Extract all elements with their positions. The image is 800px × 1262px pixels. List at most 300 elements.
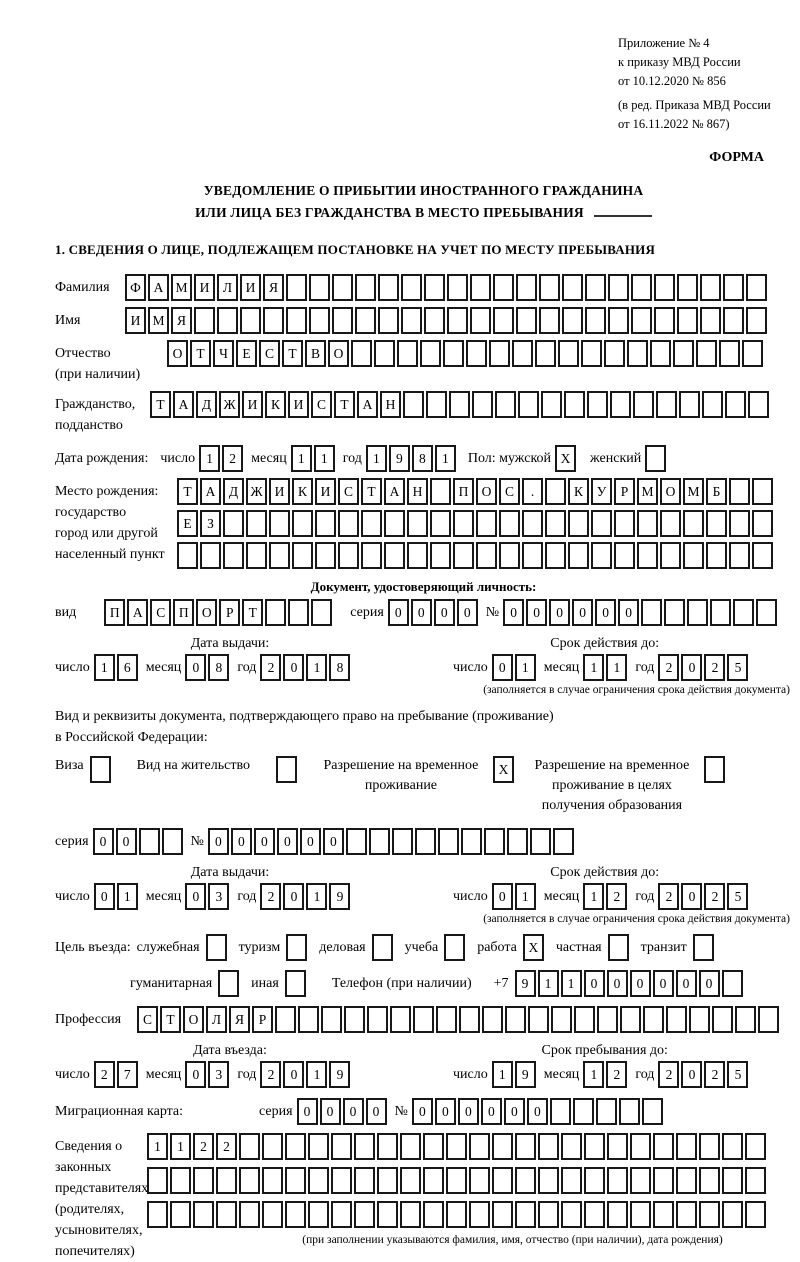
- cell[interactable]: [378, 274, 399, 301]
- cell[interactable]: [756, 599, 777, 626]
- cell[interactable]: [637, 542, 658, 569]
- cell[interactable]: [677, 307, 698, 334]
- cell[interactable]: З: [200, 510, 221, 537]
- cell[interactable]: 0: [681, 1061, 702, 1088]
- cell[interactable]: О: [167, 340, 188, 367]
- cell[interactable]: К: [568, 478, 589, 505]
- checkbox-cell[interactable]: [645, 445, 666, 472]
- cell[interactable]: [453, 510, 474, 537]
- cell[interactable]: [558, 340, 579, 367]
- migration-number-cells[interactable]: [412, 1098, 665, 1125]
- cell[interactable]: [446, 1167, 467, 1194]
- cell[interactable]: 0: [503, 599, 524, 626]
- cell[interactable]: [288, 599, 309, 626]
- cell[interactable]: П: [104, 599, 125, 626]
- legal-reps-row3-cells[interactable]: [147, 1201, 768, 1228]
- cell[interactable]: [608, 307, 629, 334]
- cell[interactable]: 2: [704, 883, 725, 910]
- cell[interactable]: [700, 307, 721, 334]
- cell[interactable]: Т: [160, 1006, 181, 1033]
- cell[interactable]: [729, 542, 750, 569]
- cell[interactable]: [568, 510, 589, 537]
- cell[interactable]: М: [637, 478, 658, 505]
- cell[interactable]: А: [384, 478, 405, 505]
- cell[interactable]: [423, 1167, 444, 1194]
- checkbox-cell[interactable]: [90, 756, 111, 783]
- entry-year-cells[interactable]: [260, 1061, 352, 1088]
- cell[interactable]: [286, 274, 307, 301]
- cell[interactable]: [637, 510, 658, 537]
- cell[interactable]: [499, 542, 520, 569]
- cell[interactable]: [378, 307, 399, 334]
- cell[interactable]: [446, 1201, 467, 1228]
- purpose-humanitarian-checkbox[interactable]: [218, 970, 241, 997]
- cell[interactable]: [630, 1201, 651, 1228]
- cell[interactable]: И: [315, 478, 336, 505]
- cell[interactable]: 0: [388, 599, 409, 626]
- stay-expiry-year-cells[interactable]: [658, 883, 750, 910]
- cell[interactable]: [642, 1098, 663, 1125]
- cell[interactable]: 0: [526, 599, 547, 626]
- cell[interactable]: [275, 1006, 296, 1033]
- cell[interactable]: [332, 307, 353, 334]
- cell[interactable]: С: [499, 478, 520, 505]
- cell[interactable]: [528, 1006, 549, 1033]
- checkbox-cell[interactable]: [693, 934, 714, 961]
- cell[interactable]: 0: [185, 654, 206, 681]
- checkbox-cell[interactable]: X: [493, 756, 514, 783]
- cell[interactable]: [522, 542, 543, 569]
- checkbox-cell[interactable]: [285, 970, 306, 997]
- cell[interactable]: [397, 340, 418, 367]
- profession-cells[interactable]: [137, 1006, 781, 1033]
- cell[interactable]: [469, 1201, 490, 1228]
- cell[interactable]: 0: [435, 1098, 456, 1125]
- cell[interactable]: [584, 1133, 605, 1160]
- cell[interactable]: Б: [706, 478, 727, 505]
- cell[interactable]: К: [292, 478, 313, 505]
- cell[interactable]: [315, 542, 336, 569]
- cell[interactable]: [545, 478, 566, 505]
- cell[interactable]: [262, 1167, 283, 1194]
- cell[interactable]: 3: [208, 883, 229, 910]
- cell[interactable]: 1: [147, 1133, 168, 1160]
- cell[interactable]: [653, 1133, 674, 1160]
- cell[interactable]: 2: [260, 883, 281, 910]
- cell[interactable]: [262, 1133, 283, 1160]
- cell[interactable]: И: [125, 307, 146, 334]
- cell[interactable]: [223, 510, 244, 537]
- cell[interactable]: 0: [681, 654, 702, 681]
- cell[interactable]: [447, 274, 468, 301]
- cell[interactable]: С: [311, 391, 332, 418]
- cell[interactable]: Я: [263, 274, 284, 301]
- cell[interactable]: [505, 1006, 526, 1033]
- cell[interactable]: [285, 1133, 306, 1160]
- cell[interactable]: 8: [208, 654, 229, 681]
- cell[interactable]: [384, 510, 405, 537]
- cell[interactable]: [729, 478, 750, 505]
- cell[interactable]: И: [194, 274, 215, 301]
- cell[interactable]: Р: [219, 599, 240, 626]
- cell[interactable]: 5: [727, 883, 748, 910]
- cell[interactable]: 9: [515, 1061, 536, 1088]
- stay-issue-day-cells[interactable]: [94, 883, 140, 910]
- cell[interactable]: 2: [658, 1061, 679, 1088]
- cell[interactable]: 0: [185, 883, 206, 910]
- cell[interactable]: [193, 1201, 214, 1228]
- cell[interactable]: [308, 1133, 329, 1160]
- cell[interactable]: [584, 1201, 605, 1228]
- cell[interactable]: [298, 1006, 319, 1033]
- cell[interactable]: 0: [231, 828, 252, 855]
- cell[interactable]: [355, 307, 376, 334]
- cell[interactable]: 0: [320, 1098, 341, 1125]
- cell[interactable]: Д: [223, 478, 244, 505]
- cell[interactable]: Е: [236, 340, 257, 367]
- cell[interactable]: С: [150, 599, 171, 626]
- issue-month-cells[interactable]: [185, 654, 231, 681]
- cell[interactable]: [722, 1201, 743, 1228]
- cell[interactable]: О: [196, 599, 217, 626]
- cell[interactable]: [719, 340, 740, 367]
- stay-series-cells[interactable]: [93, 828, 185, 855]
- birth-place-row1-cells[interactable]: [177, 478, 775, 505]
- cell[interactable]: 0: [297, 1098, 318, 1125]
- cell[interactable]: 1: [199, 445, 220, 472]
- cell[interactable]: О: [660, 478, 681, 505]
- cell[interactable]: 0: [681, 883, 702, 910]
- cell[interactable]: [493, 274, 514, 301]
- cell[interactable]: [515, 1167, 536, 1194]
- cell[interactable]: Е: [177, 510, 198, 537]
- cell[interactable]: [377, 1201, 398, 1228]
- cell[interactable]: [664, 599, 685, 626]
- cell[interactable]: [608, 274, 629, 301]
- cell[interactable]: А: [127, 599, 148, 626]
- cell[interactable]: 0: [411, 599, 432, 626]
- cell[interactable]: [401, 274, 422, 301]
- cell[interactable]: 0: [584, 970, 605, 997]
- cell[interactable]: С: [338, 478, 359, 505]
- cell[interactable]: [512, 340, 533, 367]
- cell[interactable]: [469, 1133, 490, 1160]
- cell[interactable]: [423, 1201, 444, 1228]
- cell[interactable]: [147, 1201, 168, 1228]
- cell[interactable]: [745, 1167, 766, 1194]
- cell[interactable]: [585, 307, 606, 334]
- cell[interactable]: П: [453, 478, 474, 505]
- cell[interactable]: [538, 1167, 559, 1194]
- cell[interactable]: [538, 1133, 559, 1160]
- cell[interactable]: [699, 1133, 720, 1160]
- cell[interactable]: 0: [572, 599, 593, 626]
- cell[interactable]: 0: [323, 828, 344, 855]
- cell[interactable]: [729, 510, 750, 537]
- cell[interactable]: Д: [196, 391, 217, 418]
- cell[interactable]: Л: [217, 274, 238, 301]
- cell[interactable]: 0: [492, 654, 513, 681]
- cell[interactable]: [286, 307, 307, 334]
- cell[interactable]: [217, 307, 238, 334]
- sex-female-checkbox[interactable]: [645, 445, 668, 472]
- cell[interactable]: [321, 1006, 342, 1033]
- legal-reps-row2-cells[interactable]: [147, 1167, 768, 1194]
- cell[interactable]: [630, 1167, 651, 1194]
- cell[interactable]: 7: [117, 1061, 138, 1088]
- cell[interactable]: [676, 1201, 697, 1228]
- cell[interactable]: [309, 307, 330, 334]
- cell[interactable]: С: [259, 340, 280, 367]
- cell[interactable]: [676, 1167, 697, 1194]
- issue-day-cells[interactable]: [94, 654, 140, 681]
- cell[interactable]: [702, 391, 723, 418]
- cell[interactable]: [384, 542, 405, 569]
- cell[interactable]: [499, 510, 520, 537]
- cell[interactable]: [689, 1006, 710, 1033]
- checkbox-cell[interactable]: [206, 934, 227, 961]
- cell[interactable]: [216, 1167, 237, 1194]
- cell[interactable]: [240, 307, 261, 334]
- cell[interactable]: [627, 340, 648, 367]
- cell[interactable]: [344, 1006, 365, 1033]
- cell[interactable]: 9: [515, 970, 536, 997]
- cell[interactable]: [472, 391, 493, 418]
- birth-place-row3-cells[interactable]: [177, 542, 775, 569]
- cell[interactable]: [752, 510, 773, 537]
- cell[interactable]: [377, 1133, 398, 1160]
- cell[interactable]: 2: [260, 1061, 281, 1088]
- cell[interactable]: [200, 542, 221, 569]
- cell[interactable]: [597, 1006, 618, 1033]
- cell[interactable]: И: [269, 478, 290, 505]
- cell[interactable]: 1: [366, 445, 387, 472]
- legal-reps-row1-cells[interactable]: [147, 1133, 768, 1160]
- doc-number-cells[interactable]: [503, 599, 779, 626]
- cell[interactable]: 1: [606, 654, 627, 681]
- cell[interactable]: [653, 1201, 674, 1228]
- cell[interactable]: [423, 1133, 444, 1160]
- cell[interactable]: [403, 391, 424, 418]
- cell[interactable]: Т: [334, 391, 355, 418]
- cell[interactable]: 1: [306, 1061, 327, 1088]
- migration-series-cells[interactable]: [297, 1098, 389, 1125]
- cell[interactable]: [538, 1201, 559, 1228]
- cell[interactable]: [573, 1098, 594, 1125]
- cell[interactable]: [666, 1006, 687, 1033]
- cell[interactable]: А: [200, 478, 221, 505]
- cell[interactable]: 0: [618, 599, 639, 626]
- purpose-private-checkbox[interactable]: [608, 934, 631, 961]
- cell[interactable]: 2: [260, 654, 281, 681]
- cell[interactable]: [758, 1006, 779, 1033]
- cell[interactable]: [420, 340, 441, 367]
- cell[interactable]: [331, 1201, 352, 1228]
- expiry-year-cells[interactable]: [658, 654, 750, 681]
- cell[interactable]: [530, 828, 551, 855]
- cell[interactable]: [308, 1167, 329, 1194]
- cell[interactable]: 0: [116, 828, 137, 855]
- cell[interactable]: А: [173, 391, 194, 418]
- cell[interactable]: [400, 1201, 421, 1228]
- cell[interactable]: 0: [630, 970, 651, 997]
- cell[interactable]: [292, 510, 313, 537]
- cell[interactable]: 0: [481, 1098, 502, 1125]
- cell[interactable]: [476, 542, 497, 569]
- cell[interactable]: [591, 510, 612, 537]
- cell[interactable]: [710, 599, 731, 626]
- cell[interactable]: [354, 1133, 375, 1160]
- cell[interactable]: 2: [193, 1133, 214, 1160]
- cell[interactable]: [430, 510, 451, 537]
- cell[interactable]: [722, 1167, 743, 1194]
- surname-cells[interactable]: [125, 274, 769, 301]
- cell[interactable]: [194, 307, 215, 334]
- cell[interactable]: [415, 828, 436, 855]
- cell[interactable]: [332, 274, 353, 301]
- cell[interactable]: [633, 391, 654, 418]
- stay-until-day-cells[interactable]: [492, 1061, 538, 1088]
- cell[interactable]: [470, 274, 491, 301]
- cell[interactable]: [426, 391, 447, 418]
- purpose-tourism-checkbox[interactable]: [286, 934, 309, 961]
- purpose-work-checkbox[interactable]: [523, 934, 546, 961]
- cell[interactable]: [492, 1201, 513, 1228]
- cell[interactable]: [331, 1167, 352, 1194]
- cell[interactable]: [492, 1133, 513, 1160]
- cell[interactable]: [587, 391, 608, 418]
- cell[interactable]: И: [240, 274, 261, 301]
- cell[interactable]: [742, 340, 763, 367]
- cell[interactable]: [641, 599, 662, 626]
- birth-place-row2-cells[interactable]: [177, 510, 775, 537]
- cell[interactable]: 0: [504, 1098, 525, 1125]
- cell[interactable]: [515, 1201, 536, 1228]
- cell[interactable]: 8: [412, 445, 433, 472]
- cell[interactable]: [746, 307, 767, 334]
- cell[interactable]: [748, 391, 769, 418]
- cell[interactable]: .: [522, 478, 543, 505]
- stay-number-cells[interactable]: [208, 828, 576, 855]
- purpose-transit-checkbox[interactable]: [693, 934, 716, 961]
- cell[interactable]: [654, 274, 675, 301]
- stay-issue-year-cells[interactable]: [260, 883, 352, 910]
- cell[interactable]: 0: [676, 970, 697, 997]
- residence-permit-checkbox[interactable]: [276, 756, 299, 783]
- checkbox-cell[interactable]: [444, 934, 465, 961]
- cell[interactable]: [650, 340, 671, 367]
- stay-until-month-cells[interactable]: [583, 1061, 629, 1088]
- cell[interactable]: [308, 1201, 329, 1228]
- cell[interactable]: [683, 542, 704, 569]
- cell[interactable]: 2: [658, 654, 679, 681]
- cell[interactable]: 1: [314, 445, 335, 472]
- cell[interactable]: [407, 510, 428, 537]
- cell[interactable]: [518, 391, 539, 418]
- cell[interactable]: [265, 599, 286, 626]
- cell[interactable]: 2: [216, 1133, 237, 1160]
- cell[interactable]: [539, 307, 560, 334]
- cell[interactable]: [723, 274, 744, 301]
- cell[interactable]: [459, 1006, 480, 1033]
- checkbox-cell[interactable]: [608, 934, 629, 961]
- cell[interactable]: [723, 307, 744, 334]
- cell[interactable]: [722, 970, 743, 997]
- cell[interactable]: 0: [93, 828, 114, 855]
- cell[interactable]: [170, 1201, 191, 1228]
- cell[interactable]: [493, 307, 514, 334]
- cell[interactable]: [449, 391, 470, 418]
- cell[interactable]: [436, 1006, 457, 1033]
- cell[interactable]: 0: [549, 599, 570, 626]
- cell[interactable]: [620, 1006, 641, 1033]
- cell[interactable]: [585, 274, 606, 301]
- cell[interactable]: [607, 1201, 628, 1228]
- cell[interactable]: [706, 542, 727, 569]
- cell[interactable]: Я: [171, 307, 192, 334]
- cell[interactable]: Ж: [246, 478, 267, 505]
- cell[interactable]: [446, 1133, 467, 1160]
- cell[interactable]: 0: [94, 883, 115, 910]
- cell[interactable]: [631, 274, 652, 301]
- cell[interactable]: [390, 1006, 411, 1033]
- cell[interactable]: [269, 510, 290, 537]
- cell[interactable]: [561, 1167, 582, 1194]
- cell[interactable]: [735, 1006, 756, 1033]
- cell[interactable]: [484, 828, 505, 855]
- temp-residence-checkbox[interactable]: [493, 756, 516, 783]
- cell[interactable]: [476, 510, 497, 537]
- cell[interactable]: [699, 1167, 720, 1194]
- cell[interactable]: 2: [704, 1061, 725, 1088]
- issue-year-cells[interactable]: [260, 654, 352, 681]
- cell[interactable]: [591, 542, 612, 569]
- cell[interactable]: Ф: [125, 274, 146, 301]
- cell[interactable]: 2: [606, 883, 627, 910]
- cell[interactable]: [752, 478, 773, 505]
- cell[interactable]: Ч: [213, 340, 234, 367]
- cell[interactable]: [374, 340, 395, 367]
- cell[interactable]: [562, 274, 583, 301]
- cell[interactable]: [430, 478, 451, 505]
- expiry-month-cells[interactable]: [583, 654, 629, 681]
- entry-month-cells[interactable]: [185, 1061, 231, 1088]
- cell[interactable]: [246, 542, 267, 569]
- cell[interactable]: [745, 1133, 766, 1160]
- cell[interactable]: О: [328, 340, 349, 367]
- expiry-day-cells[interactable]: [492, 654, 538, 681]
- cell[interactable]: [469, 1167, 490, 1194]
- cell[interactable]: 0: [277, 828, 298, 855]
- cell[interactable]: [673, 340, 694, 367]
- cell[interactable]: 1: [583, 883, 604, 910]
- cell[interactable]: [631, 307, 652, 334]
- cell[interactable]: [367, 1006, 388, 1033]
- cell[interactable]: [614, 510, 635, 537]
- cell[interactable]: 1: [515, 654, 536, 681]
- cell[interactable]: [722, 1133, 743, 1160]
- cell[interactable]: Т: [190, 340, 211, 367]
- temp-residence-edu-checkbox[interactable]: [704, 756, 727, 783]
- cell[interactable]: [361, 510, 382, 537]
- cell[interactable]: 8: [329, 654, 350, 681]
- cell[interactable]: 0: [283, 654, 304, 681]
- cell[interactable]: 1: [291, 445, 312, 472]
- cell[interactable]: [482, 1006, 503, 1033]
- cell[interactable]: [607, 1133, 628, 1160]
- cell[interactable]: В: [305, 340, 326, 367]
- cell[interactable]: [679, 391, 700, 418]
